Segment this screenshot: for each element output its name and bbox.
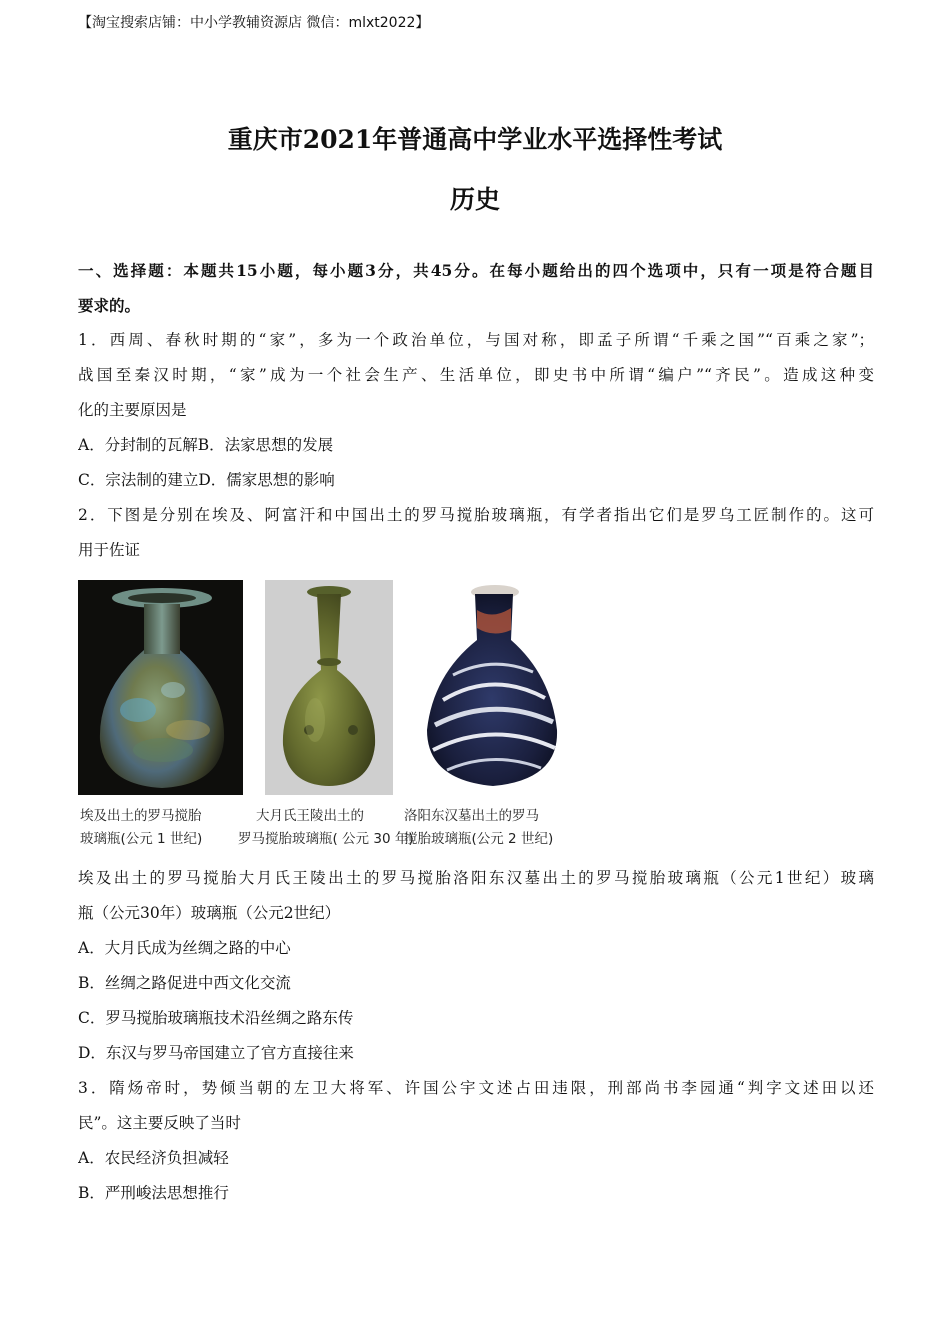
question-3-text: 3．隋炀帝时，势倾当朝的左卫大将军、许国公宇文述占田违限，刑部尚书李园通“判字文述田以还 [78,1079,874,1097]
question-3-text: 民”。这主要反映了当时 [78,1114,241,1132]
question-1-option: C．宗法制的建立D．儒家思想的影响 [78,471,335,489]
caption-line: 洛阳东汉墓出土的罗马 [404,808,539,824]
luoyang-vase-image [413,580,573,795]
caption-line: 玻璃瓶(公元 1 世纪) [80,831,203,847]
afghan-vase-caption [238,805,414,851]
question-1-text: 战国至秦汉时期，“家”成为一个社会生产、生活单位，即史书中所谓“编户”“齐民”。造成这种变 [78,366,874,384]
luoyang-vase-caption [404,805,553,851]
question-1-text: 1．西周、春秋时期的“家”，多为一个政治单位，与国对称，即孟子所谓“千乘之国”“百乘之家”； [78,331,874,349]
figure-caption-text: 埃及出土的罗马搅胎大月氏王陵出土的罗马搅胎洛阳东汉墓出土的罗马搅胎玻璃瓶（公元1世纪）玻璃 [78,869,874,887]
afghan-vase-image [265,580,393,795]
question-2-option: C．罗马搅胎玻璃瓶技术沿丝绸之路东传 [78,1009,354,1027]
egypt-vase-image [78,580,243,795]
caption-line: 搅胎玻璃瓶(公元 2 世纪) [404,831,554,847]
question-2-text: 2．下图是分别在埃及、阿富汗和中国出土的罗马搅胎玻璃瓶，有学者指出它们是罗乌工匠制作的。这可 [78,506,874,524]
question-3-option: B．严刑峻法思想推行 [78,1184,229,1202]
section-heading-line: 要求的。 [78,296,141,315]
egypt-vase-caption [80,805,202,851]
vases-figure [78,580,638,855]
section-2 [78,861,874,1211]
exam-title: 重庆市2021年普通高中学业水平选择性考试 [227,125,723,154]
question-3-option: A．农民经济负担减轻 [78,1149,229,1167]
question-2-option: B．丝绸之路促进中西文化交流 [78,974,291,992]
caption-line: 罗马搅胎玻璃瓶( 公元 30 年) [238,831,414,847]
section-1 [78,253,874,568]
figure-caption-text: 瓶（公元30年）玻璃瓶（公元2世纪） [78,904,341,922]
question-2-option: A．大月氏成为丝绸之路的中心 [78,939,291,957]
question-1-text: 化的主要原因是 [78,401,187,419]
question-2-option: D．东汉与罗马帝国建立了官方直接往来 [78,1044,354,1062]
caption-line: 埃及出土的罗马搅胎 [80,808,202,824]
question-1-option: A．分封制的瓦解B．法家思想的发展 [78,436,334,454]
header-note: 【淘宝搜索店铺：中小学教辅资源店 微信：mlxt2022】 [78,15,430,31]
section-heading-line: 一、选择题：本题共15小题，每小题3分，共45分。在每小题给出的四个选项中，只有一项是符合题目 [78,261,874,280]
caption-line: 大月氏王陵出土的 [256,808,364,824]
question-2-text: 用于佐证 [78,541,141,559]
subject-title: 历史 [449,185,500,214]
